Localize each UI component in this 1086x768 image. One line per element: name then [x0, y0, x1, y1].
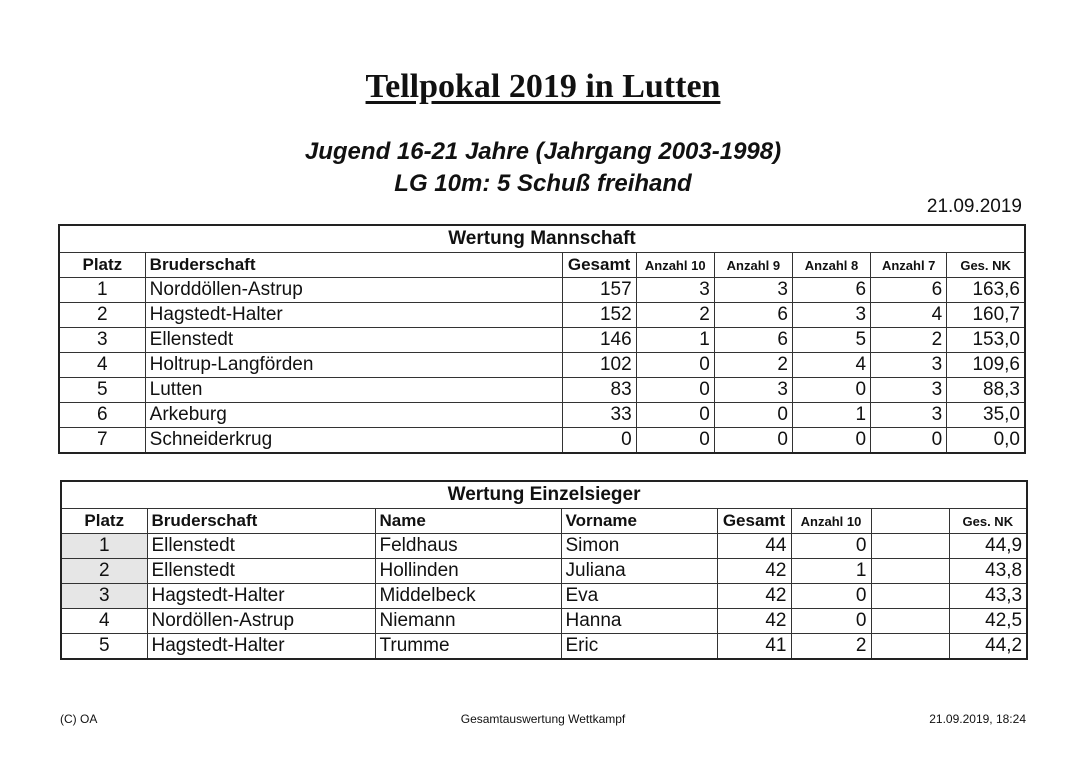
cell-gesamt: 42 — [717, 609, 791, 634]
cell-anzahl-7: 4 — [871, 303, 947, 328]
cell-name: Middelbeck — [375, 584, 561, 609]
cell-anzahl-8: 5 — [792, 328, 870, 353]
cell-bruderschaft: Hagstedt-Halter — [147, 634, 375, 660]
header-bruderschaft: Bruderschaft — [147, 509, 375, 534]
cell-ges-nk: 43,8 — [949, 559, 1027, 584]
cell-anzahl-7: 3 — [871, 378, 947, 403]
cell-anzahl-8: 0 — [792, 428, 870, 454]
table-row — [59, 428, 1025, 454]
cell-anzahl-10: 1 — [636, 328, 714, 353]
cell-empty — [871, 534, 949, 559]
cell-vorname: Eric — [561, 634, 717, 660]
table-row — [61, 634, 1027, 660]
cell-anzahl-7: 2 — [871, 328, 947, 353]
header-anzahl-10: Anzahl 10 — [791, 509, 871, 534]
cell-name: Feldhaus — [375, 534, 561, 559]
footer-report-name: Gesamtauswertung Wettkampf — [460, 712, 626, 726]
cell-anzahl-8: 4 — [792, 353, 870, 378]
cell-ges-nk: 109,6 — [947, 353, 1025, 378]
cell-platz: 7 — [59, 428, 145, 454]
table-row — [61, 609, 1027, 634]
table-row — [59, 403, 1025, 428]
individual-results-table — [60, 480, 1028, 660]
cell-platz: 1 — [61, 534, 147, 559]
cell-ges-nk: 44,2 — [949, 634, 1027, 660]
cell-vorname: Eva — [561, 584, 717, 609]
cell-anzahl-10: 0 — [791, 584, 871, 609]
cell-empty — [871, 584, 949, 609]
cell-empty — [871, 609, 949, 634]
header-gesamt: Gesamt — [717, 509, 791, 534]
table-row — [59, 278, 1025, 303]
cell-platz: 3 — [59, 328, 145, 353]
cell-anzahl-9: 6 — [714, 303, 792, 328]
cell-platz: 3 — [61, 584, 147, 609]
cell-name: Hollinden — [375, 559, 561, 584]
table-row — [61, 584, 1027, 609]
cell-anzahl-8: 6 — [792, 278, 870, 303]
cell-anzahl-10: 2 — [636, 303, 714, 328]
cell-vorname: Hanna — [561, 609, 717, 634]
cell-anzahl-10: 0 — [636, 378, 714, 403]
cell-gesamt: 83 — [562, 378, 636, 403]
cell-anzahl-9: 0 — [714, 428, 792, 454]
subtitle-category: Jugend 16-21 Jahre (Jahrgang 2003-1998) — [304, 138, 782, 165]
cell-anzahl-10: 0 — [636, 403, 714, 428]
footer-copyright: (C) OA — [60, 712, 98, 726]
cell-gesamt: 44 — [717, 534, 791, 559]
cell-gesamt: 0 — [562, 428, 636, 454]
cell-ges-nk: 44,9 — [949, 534, 1027, 559]
table-row — [59, 328, 1025, 353]
subtitle-discipline: LG 10m: 5 Schuß freihand — [394, 170, 692, 197]
cell-anzahl-10: 0 — [636, 353, 714, 378]
cell-anzahl-10: 0 — [636, 428, 714, 454]
cell-anzahl-7: 3 — [871, 403, 947, 428]
cell-name: Trumme — [375, 634, 561, 660]
cell-platz: 2 — [61, 559, 147, 584]
cell-anzahl-10: 3 — [636, 278, 714, 303]
document-title: Tellpokal 2019 in Lutten — [365, 68, 721, 105]
cell-platz: 4 — [59, 353, 145, 378]
cell-bruderschaft: Nordöllen-Astrup — [147, 609, 375, 634]
cell-gesamt: 41 — [717, 634, 791, 660]
cell-anzahl-9: 3 — [714, 278, 792, 303]
cell-empty — [871, 559, 949, 584]
cell-platz: 4 — [61, 609, 147, 634]
cell-empty — [871, 634, 949, 660]
cell-anzahl-8: 1 — [792, 403, 870, 428]
cell-vorname: Simon — [561, 534, 717, 559]
cell-anzahl-8: 0 — [792, 378, 870, 403]
header-bruderschaft: Bruderschaft — [145, 253, 562, 278]
team-table-header — [59, 253, 1025, 278]
cell-platz: 2 — [59, 303, 145, 328]
header-platz: Platz — [61, 509, 147, 534]
cell-bruderschaft: Ellenstedt — [147, 559, 375, 584]
cell-bruderschaft: Schneiderkrug — [145, 428, 562, 454]
cell-gesamt: 33 — [562, 403, 636, 428]
cell-platz: 5 — [59, 378, 145, 403]
table-row — [61, 534, 1027, 559]
header-gesamt: Gesamt — [562, 253, 636, 278]
cell-ges-nk: 43,3 — [949, 584, 1027, 609]
table-row — [61, 559, 1027, 584]
header-name: Name — [375, 509, 561, 534]
cell-gesamt: 152 — [562, 303, 636, 328]
cell-ges-nk: 88,3 — [947, 378, 1025, 403]
table-row — [59, 353, 1025, 378]
cell-gesamt: 102 — [562, 353, 636, 378]
cell-anzahl-9: 2 — [714, 353, 792, 378]
cell-bruderschaft: Hagstedt-Halter — [145, 303, 562, 328]
cell-bruderschaft: Norddöllen-Astrup — [145, 278, 562, 303]
individual-table-caption: Wertung Einzelsieger — [61, 481, 1027, 509]
cell-bruderschaft: Hagstedt-Halter — [147, 584, 375, 609]
cell-ges-nk: 0,0 — [947, 428, 1025, 454]
cell-platz: 6 — [59, 403, 145, 428]
cell-platz: 1 — [59, 278, 145, 303]
team-results-table — [58, 224, 1026, 454]
footer-timestamp: 21.09.2019, 18:24 — [929, 712, 1026, 726]
header-anzahl-8: Anzahl 8 — [792, 253, 870, 278]
cell-bruderschaft: Holtrup-Langförden — [145, 353, 562, 378]
cell-anzahl-10: 0 — [791, 609, 871, 634]
header-anzahl-9: Anzahl 9 — [714, 253, 792, 278]
header-vorname: Vorname — [561, 509, 717, 534]
team-table-caption: Wertung Mannschaft — [59, 225, 1025, 253]
cell-anzahl-9: 0 — [714, 403, 792, 428]
cell-gesamt: 42 — [717, 559, 791, 584]
table-row — [59, 378, 1025, 403]
header-anzahl-7: Anzahl 7 — [871, 253, 947, 278]
cell-bruderschaft: Ellenstedt — [145, 328, 562, 353]
cell-anzahl-9: 6 — [714, 328, 792, 353]
cell-anzahl-8: 3 — [792, 303, 870, 328]
cell-ges-nk: 160,7 — [947, 303, 1025, 328]
header-ges-nk: Ges. NK — [947, 253, 1025, 278]
cell-anzahl-7: 3 — [871, 353, 947, 378]
document-date: 21.09.2019 — [926, 196, 1022, 217]
cell-gesamt: 42 — [717, 584, 791, 609]
header-empty — [871, 509, 949, 534]
cell-ges-nk: 35,0 — [947, 403, 1025, 428]
cell-platz: 5 — [61, 634, 147, 660]
header-platz: Platz — [59, 253, 145, 278]
cell-bruderschaft: Arkeburg — [145, 403, 562, 428]
cell-anzahl-10: 0 — [791, 534, 871, 559]
header-anzahl-10: Anzahl 10 — [636, 253, 714, 278]
header-ges-nk: Ges. NK — [949, 509, 1027, 534]
cell-bruderschaft: Lutten — [145, 378, 562, 403]
cell-anzahl-7: 6 — [871, 278, 947, 303]
cell-ges-nk: 42,5 — [949, 609, 1027, 634]
cell-anzahl-10: 2 — [791, 634, 871, 660]
cell-ges-nk: 153,0 — [947, 328, 1025, 353]
cell-vorname: Juliana — [561, 559, 717, 584]
cell-name: Niemann — [375, 609, 561, 634]
individual-table-header — [61, 509, 1027, 534]
cell-ges-nk: 163,6 — [947, 278, 1025, 303]
cell-gesamt: 146 — [562, 328, 636, 353]
cell-anzahl-7: 0 — [871, 428, 947, 454]
cell-anzahl-10: 1 — [791, 559, 871, 584]
cell-gesamt: 157 — [562, 278, 636, 303]
table-row — [59, 303, 1025, 328]
cell-bruderschaft: Ellenstedt — [147, 534, 375, 559]
cell-anzahl-9: 3 — [714, 378, 792, 403]
